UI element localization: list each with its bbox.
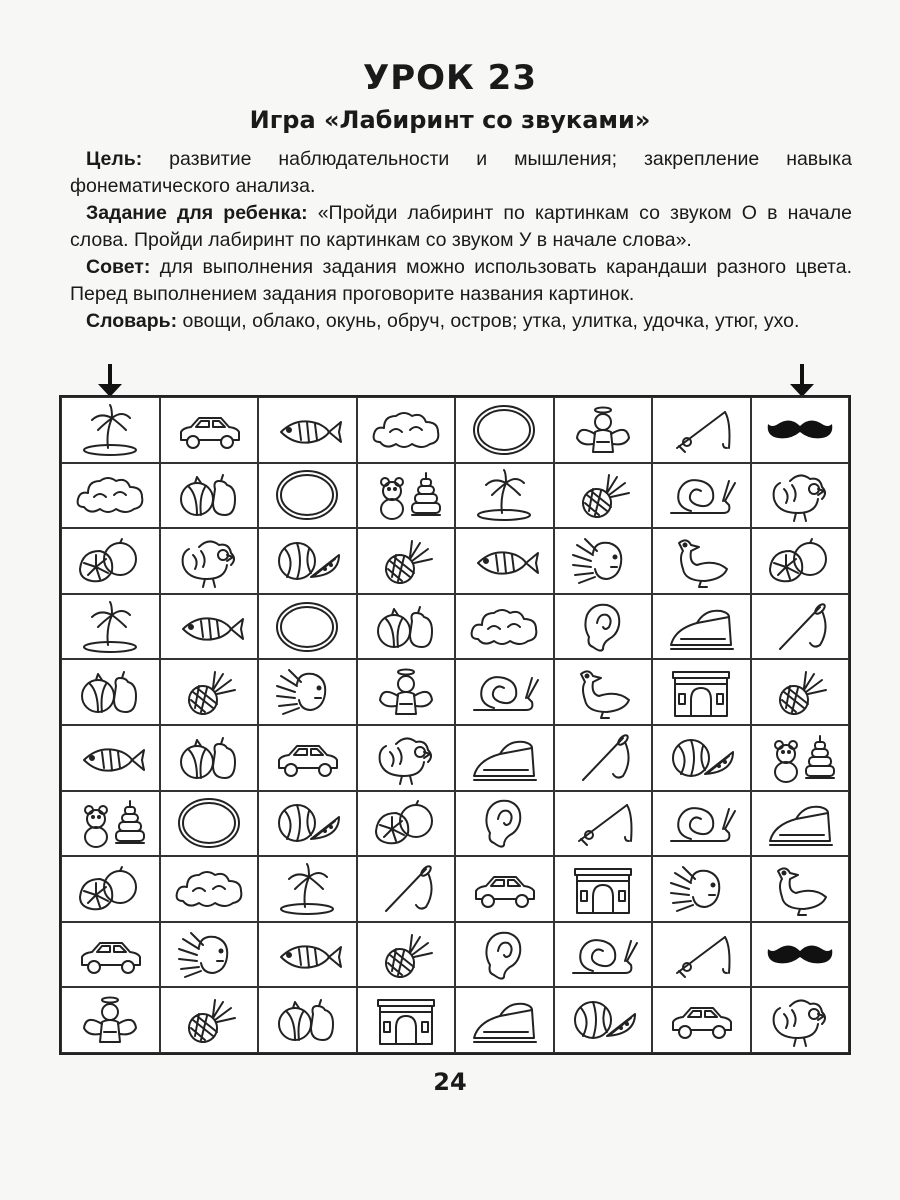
vocabulary-label: Словарь:	[86, 310, 178, 332]
indian-icon	[169, 927, 249, 983]
maze-cell[interactable]	[652, 463, 751, 529]
mustache-icon	[760, 402, 840, 458]
car-icon	[169, 402, 249, 458]
maze-cell[interactable]	[554, 528, 653, 594]
task-paragraph	[70, 200, 852, 254]
maze-cell[interactable]	[455, 528, 554, 594]
advice-text: для выполнения задания можно использовать карандаши разного цвета. Перед выполнением задания проговорите названия картинок.	[70, 256, 852, 305]
vegetables-icon	[70, 664, 150, 720]
advice-paragraph	[70, 254, 852, 308]
turkey-icon	[760, 467, 840, 523]
snail-icon	[563, 927, 643, 983]
vegetables-icon	[366, 599, 446, 655]
goal-label: Цель:	[86, 148, 143, 170]
maze-cell[interactable]	[357, 594, 456, 660]
instructions	[70, 146, 852, 335]
maze-cell[interactable]	[61, 725, 160, 791]
maze-cell[interactable]	[455, 856, 554, 922]
orange-icon	[366, 795, 446, 851]
vegetables-icon	[267, 992, 347, 1048]
page-number: 24	[433, 1068, 467, 1096]
maze-cell[interactable]	[554, 922, 653, 988]
game-title: Игра «Лабиринт со звуками»	[249, 106, 651, 134]
island-icon	[464, 467, 544, 523]
toys-icon	[70, 795, 150, 851]
ear-icon	[563, 599, 643, 655]
maze-cell[interactable]	[751, 987, 850, 1053]
cloud-icon	[70, 467, 150, 523]
vegetables-icon	[169, 730, 249, 786]
toys-icon	[366, 467, 446, 523]
maze-cell[interactable]	[751, 922, 850, 988]
maze-cell[interactable]	[652, 987, 751, 1053]
maze-cell[interactable]	[357, 922, 456, 988]
vocabulary-text: овощи, облако, окунь, обруч, остров; утка, улитка, удочка, утюг, ухо.	[177, 310, 800, 332]
fish-icon	[464, 533, 544, 589]
arrow-down-icon	[95, 364, 125, 398]
lesson-title: УРОК 23	[363, 58, 537, 98]
maze-cell[interactable]	[751, 397, 850, 463]
fish-icon	[169, 599, 249, 655]
needle-icon	[563, 730, 643, 786]
fishing-rod-icon	[563, 795, 643, 851]
fishing-rod-icon	[661, 402, 741, 458]
maze-cell[interactable]	[652, 594, 751, 660]
maze-cell[interactable]	[160, 397, 259, 463]
maze-cell[interactable]	[554, 987, 653, 1053]
maze-cell[interactable]	[652, 397, 751, 463]
iron-icon	[464, 730, 544, 786]
maze-cell[interactable]	[61, 528, 160, 594]
watermelon-icon	[563, 992, 643, 1048]
maze-cell[interactable]	[160, 922, 259, 988]
needle-icon	[366, 861, 446, 917]
pineapple-icon	[366, 533, 446, 589]
maze-cell[interactable]	[357, 725, 456, 791]
maze-cell[interactable]	[554, 397, 653, 463]
maze-cell[interactable]	[751, 659, 850, 725]
hoop-icon	[267, 467, 347, 523]
ear-icon	[464, 795, 544, 851]
snail-icon	[661, 467, 741, 523]
indian-icon	[267, 664, 347, 720]
maze-cell[interactable]	[61, 987, 160, 1053]
fish-icon	[267, 927, 347, 983]
maze-cell[interactable]	[258, 528, 357, 594]
maze-cell[interactable]	[652, 659, 751, 725]
duck-icon	[760, 861, 840, 917]
car-icon	[661, 992, 741, 1048]
maze-cell[interactable]	[751, 528, 850, 594]
mustache-icon	[760, 927, 840, 983]
island-icon	[70, 402, 150, 458]
maze-cell[interactable]	[554, 594, 653, 660]
watermelon-icon	[267, 533, 347, 589]
maze-cell[interactable]	[455, 725, 554, 791]
arch-icon	[366, 992, 446, 1048]
maze-cell[interactable]	[455, 791, 554, 857]
maze-cell[interactable]	[61, 463, 160, 529]
maze-cell[interactable]	[554, 856, 653, 922]
car-icon	[70, 927, 150, 983]
maze-cell[interactable]	[455, 594, 554, 660]
maze-cell[interactable]	[357, 528, 456, 594]
maze-cell[interactable]	[554, 463, 653, 529]
angel-icon	[563, 402, 643, 458]
maze-cell[interactable]	[554, 791, 653, 857]
pineapple-icon	[366, 927, 446, 983]
maze-cell[interactable]	[751, 856, 850, 922]
maze-cell[interactable]	[652, 922, 751, 988]
arch-icon	[563, 861, 643, 917]
maze-cell[interactable]	[455, 922, 554, 988]
duck-icon	[563, 664, 643, 720]
maze-cell[interactable]	[455, 659, 554, 725]
indian-icon	[661, 861, 741, 917]
maze-cell[interactable]	[258, 594, 357, 660]
arch-icon	[661, 664, 741, 720]
angel-icon	[366, 664, 446, 720]
maze-cell[interactable]	[652, 725, 751, 791]
island-icon	[70, 599, 150, 655]
needle-icon	[760, 599, 840, 655]
maze-cell[interactable]	[357, 856, 456, 922]
maze-cell[interactable]	[652, 791, 751, 857]
maze-cell[interactable]	[554, 659, 653, 725]
maze-cell[interactable]	[160, 987, 259, 1053]
maze-cell[interactable]	[357, 397, 456, 463]
arrow-down-icon	[787, 364, 817, 398]
maze-cell[interactable]	[160, 528, 259, 594]
maze-cell[interactable]	[751, 725, 850, 791]
snail-icon	[464, 664, 544, 720]
maze-cell[interactable]	[258, 397, 357, 463]
advice-label: Совет:	[86, 256, 151, 278]
island-icon	[267, 861, 347, 917]
maze-cell[interactable]	[554, 725, 653, 791]
maze-cell[interactable]	[61, 397, 160, 463]
maze-cell[interactable]	[61, 856, 160, 922]
maze-cell[interactable]	[258, 987, 357, 1053]
watermelon-icon	[661, 730, 741, 786]
car-icon	[267, 730, 347, 786]
maze-cell[interactable]	[357, 463, 456, 529]
maze-cell[interactable]	[258, 922, 357, 988]
vegetables-icon	[169, 467, 249, 523]
maze-cell[interactable]	[160, 659, 259, 725]
maze-cell[interactable]	[258, 659, 357, 725]
indian-icon	[563, 533, 643, 589]
orange-icon	[70, 861, 150, 917]
pineapple-icon	[760, 664, 840, 720]
snail-icon	[661, 795, 741, 851]
cloud-icon	[366, 402, 446, 458]
turkey-icon	[366, 730, 446, 786]
maze-cell[interactable]	[258, 856, 357, 922]
maze-cell[interactable]	[357, 791, 456, 857]
fish-icon	[70, 730, 150, 786]
task-label: Задание для ребенка:	[86, 202, 308, 224]
iron-icon	[760, 795, 840, 851]
duck-icon	[661, 533, 741, 589]
vocabulary-paragraph	[70, 308, 852, 335]
orange-icon	[760, 533, 840, 589]
maze-cell[interactable]	[652, 528, 751, 594]
cloud-icon	[464, 599, 544, 655]
maze-grid	[59, 395, 851, 1055]
hoop-icon	[169, 795, 249, 851]
maze-cell[interactable]	[61, 922, 160, 988]
maze-cell[interactable]	[751, 463, 850, 529]
iron-icon	[464, 992, 544, 1048]
maze-cell[interactable]	[455, 463, 554, 529]
maze-cell[interactable]	[455, 397, 554, 463]
maze-cell[interactable]	[357, 987, 456, 1053]
maze-cell[interactable]	[258, 463, 357, 529]
watermelon-icon	[267, 795, 347, 851]
maze-cell[interactable]	[455, 987, 554, 1053]
maze-cell[interactable]	[61, 791, 160, 857]
maze-cell[interactable]	[258, 725, 357, 791]
fish-icon	[267, 402, 347, 458]
maze-cell[interactable]	[160, 463, 259, 529]
toys-icon	[760, 730, 840, 786]
ear-icon	[464, 927, 544, 983]
car-icon	[464, 861, 544, 917]
maze-cell[interactable]	[160, 725, 259, 791]
maze-cell[interactable]	[160, 594, 259, 660]
task-text: «Пройди лабиринт по картинкам со звуком О в начале слова. Пройди лабиринт по картинкам со звуком У в начале слова».	[70, 202, 852, 251]
maze-cell[interactable]	[160, 791, 259, 857]
hoop-icon	[267, 599, 347, 655]
fishing-rod-icon	[661, 927, 741, 983]
maze-cell[interactable]	[160, 856, 259, 922]
pineapple-icon	[563, 467, 643, 523]
maze-cell[interactable]	[61, 659, 160, 725]
turkey-icon	[169, 533, 249, 589]
angel-icon	[70, 992, 150, 1048]
iron-icon	[661, 599, 741, 655]
goal-paragraph	[70, 146, 852, 200]
maze-cell[interactable]	[751, 791, 850, 857]
cloud-icon	[169, 861, 249, 917]
maze-cell[interactable]	[258, 791, 357, 857]
hoop-icon	[464, 402, 544, 458]
turkey-icon	[760, 992, 840, 1048]
maze-cell[interactable]	[652, 856, 751, 922]
pineapple-icon	[169, 664, 249, 720]
orange-icon	[70, 533, 150, 589]
pineapple-icon	[169, 992, 249, 1048]
goal-text: развитие наблюдательности и мышления; закрепление навыка фонематического анализа.	[70, 148, 852, 197]
maze-cell[interactable]	[61, 594, 160, 660]
maze-cell[interactable]	[751, 594, 850, 660]
maze-cell[interactable]	[357, 659, 456, 725]
